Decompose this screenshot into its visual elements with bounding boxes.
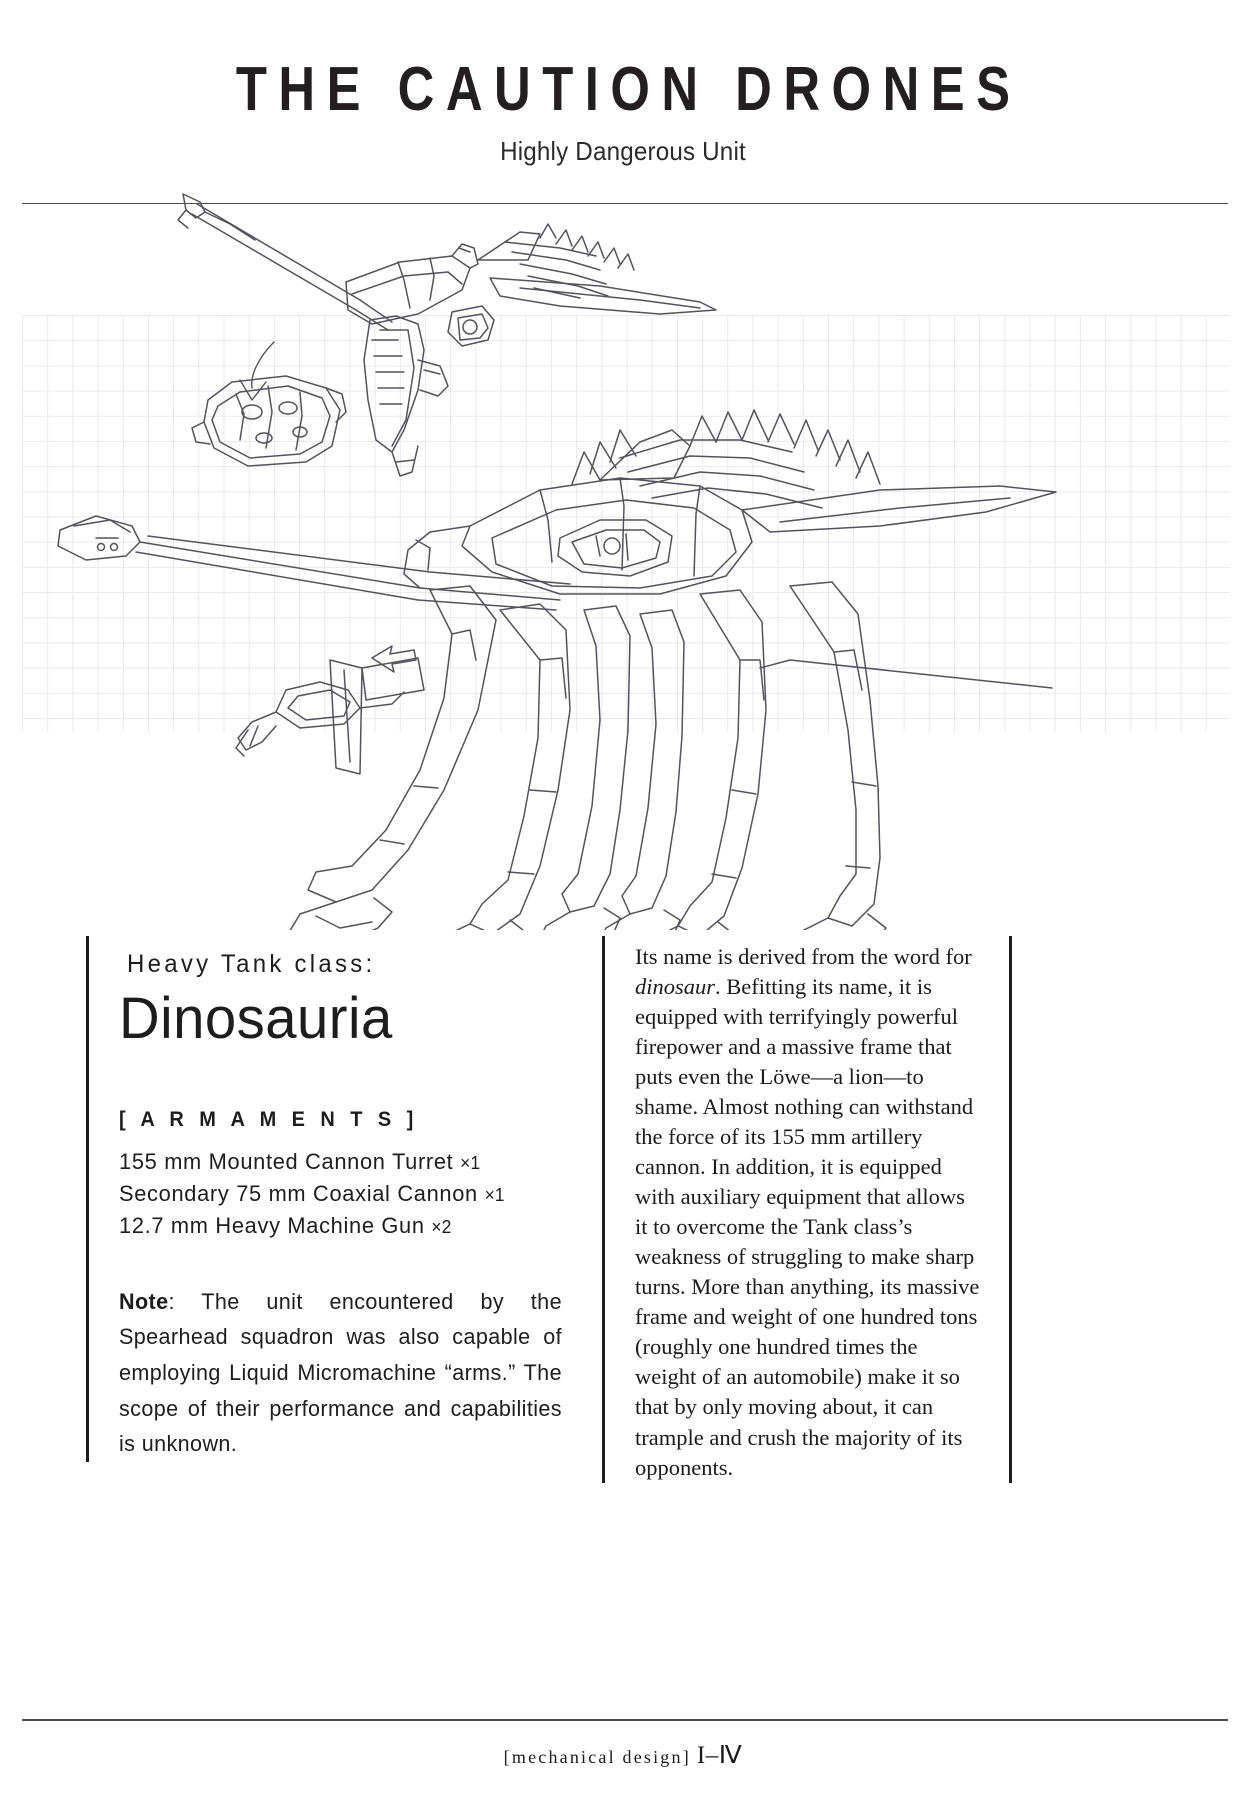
armament-qty: ×2 <box>431 1216 452 1237</box>
footer-tag: [mechanical design] <box>503 1747 691 1767</box>
note-paragraph <box>119 1284 562 1462</box>
armament-name: Secondary 75 mm Coaxial Cannon <box>119 1180 478 1206</box>
class-label: Heavy Tank class: <box>127 950 376 978</box>
armament-row <box>119 1210 572 1242</box>
content-columns <box>0 936 1246 1483</box>
note-label: Note <box>119 1288 169 1314</box>
armament-name: 12.7 mm Heavy Machine Gun <box>119 1212 425 1238</box>
footer-divider <box>22 1719 1228 1721</box>
unit-name: Dinosauria <box>119 986 393 1051</box>
page-title: THE CAUTION DRONES <box>235 55 1022 124</box>
footer-page-number: I–Ⅳ <box>696 1742 743 1769</box>
description-part-2: . Befitting its name, it is equipped with terrifyingly powerful firepower and a massive frame that puts even the Löwe—a lion—to shame. Almost nothing can withstand the force of its 155 mm artillery cannon. In addition, it is equipped with auxiliary equipment that allows it to overcome the Tank class’s weakness of struggling to make sharp turns. More than anything, its massive frame and weight of one hundred tons (roughly one hundred times the weight of an automobile) make it so that by only moving about, it can trample and crush the majority of its opponents. <box>635 974 980 1480</box>
mech-sketch-illustration <box>0 190 1246 930</box>
armament-qty: ×1 <box>460 1152 481 1173</box>
armament-row <box>119 1146 572 1178</box>
note-body: : The unit encountered by the Spearhead squadron was also capable of employing Liquid Micromachine “arms.” The scope of their performance and capabilities is unknown. <box>119 1288 562 1457</box>
armament-qty: ×1 <box>484 1184 505 1205</box>
description-paragraph <box>635 942 983 1483</box>
armaments-heading: [ A R M A M E N T S ] <box>119 1107 419 1131</box>
armament-name: 155 mm Mounted Cannon Turret <box>119 1148 454 1174</box>
page-subtitle: Highly Dangerous Unit <box>500 136 746 167</box>
description-italic-term: dinosaur <box>635 974 716 1000</box>
armament-row <box>119 1178 572 1210</box>
page-header <box>0 0 1246 167</box>
spec-column <box>86 936 586 1462</box>
description-part-1: Its name is derived from the word for <box>635 944 972 969</box>
detached-module-sketch <box>192 376 346 466</box>
illustration-panel <box>0 190 1246 930</box>
main-walker-sketch <box>58 410 1056 930</box>
description-column <box>602 936 1012 1483</box>
page-footer <box>0 1740 1246 1770</box>
